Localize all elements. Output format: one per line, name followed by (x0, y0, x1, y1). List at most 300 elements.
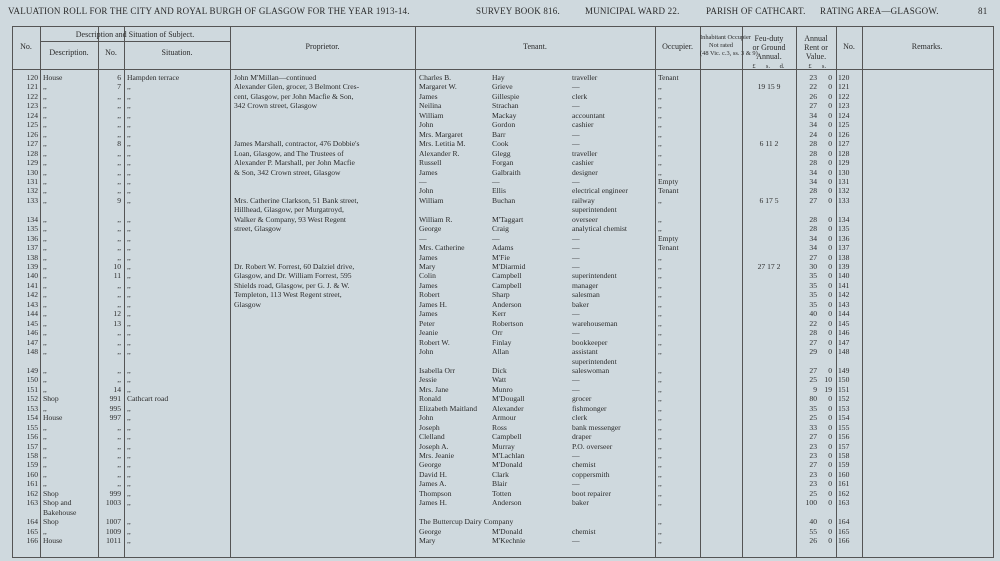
row-tenant-occupation: — (572, 309, 580, 319)
row-tenant-occupation: — (572, 328, 580, 338)
row-tenant-forename: William R. (419, 214, 453, 224)
row-tenant-occupation: boot repairer (572, 488, 612, 498)
row-tenant-forename: James H. (419, 498, 447, 508)
parish: PARISH OF CATHCART. (706, 6, 806, 16)
row-house-number: ,, (117, 479, 121, 489)
row-tenant-occupation: clerk (572, 413, 588, 423)
col-tenant: Tenant. (523, 42, 547, 51)
row-rent-pounds: 28 (809, 186, 817, 196)
row-house-number: 7 (117, 82, 121, 92)
row-rent-shillings: 0 (828, 413, 832, 423)
row-rent-pounds: 27 (809, 460, 817, 470)
row-number: 155 (26, 422, 38, 432)
row-proprietor: Dr. Robert W. Forrest, 60 Dalziel drive, (234, 262, 355, 271)
row-situation: ,, (127, 224, 131, 234)
row-tenant-occupation: salesman (572, 290, 600, 300)
row-tenant-forename: James (419, 309, 438, 319)
row-rent-shillings: 0 (828, 526, 832, 536)
row-tenant-forename: George (419, 460, 442, 470)
feu-shillings-label: s. (765, 63, 771, 70)
row-number-right: 154 (838, 413, 850, 423)
row-number-right: 153 (838, 403, 850, 413)
row-tenant-forename: James (419, 252, 438, 262)
row-tenant-forename: George (419, 526, 442, 536)
row-tenant-forename: James A. (419, 479, 447, 489)
row-description: ,, (43, 176, 47, 186)
row-tenant-occupation: — (572, 479, 580, 489)
row-tenant-forename: George (419, 224, 442, 234)
row-house-number: ,, (117, 148, 121, 158)
row-occupier: ,, (658, 488, 662, 498)
row-occupier: ,, (658, 271, 662, 281)
row-tenant-occupation: — (572, 139, 580, 149)
row-occupier: Tenant (658, 186, 679, 196)
row-rent-shillings: 0 (828, 73, 832, 82)
row-tenant-occupation: draper (572, 432, 592, 442)
row-proprietor: & Son, 342 Crown street, Glasgow (234, 167, 341, 177)
row-tenant-forename: Robert (419, 290, 440, 300)
row-number-right: 163 (838, 498, 850, 508)
row-situation: ,, (127, 271, 131, 281)
row-tenant-occupation: designer (572, 167, 598, 177)
row-rent-shillings: 0 (828, 252, 832, 262)
column-rule (700, 26, 701, 558)
row-situation: Cathcart road (127, 394, 169, 404)
row-tenant-surname: M'Fie (492, 252, 510, 262)
row-tenant-occupation: — (572, 176, 580, 186)
row-tenant-surname: Totten (492, 488, 512, 498)
row-description: ,, (43, 299, 47, 309)
row-situation: ,, (127, 498, 131, 508)
row-tenant-occupation: — (572, 451, 580, 460)
col-annual-rent: Annual Rent or Value. (804, 34, 828, 61)
row-occupier: ,, (658, 309, 662, 319)
row-description: House (43, 73, 63, 82)
column-rule (836, 26, 837, 558)
row-rent-shillings: 0 (828, 91, 832, 101)
row-description: ,, (43, 243, 47, 253)
row-rent-pounds: 27 (809, 101, 817, 111)
row-tenant-surname: Watt (492, 375, 507, 385)
row-number: 142 (26, 290, 38, 300)
row-rent-shillings: 0 (828, 403, 832, 413)
row-rent-shillings: 0 (828, 347, 832, 357)
row-rent-pounds: 40 (809, 517, 817, 527)
row-rent-shillings: 0 (828, 536, 832, 546)
row-occupier: ,, (658, 224, 662, 234)
row-situation: ,, (127, 309, 131, 319)
row-tenant-occupation: traveller (572, 148, 598, 158)
row-description: ,, (43, 158, 47, 168)
row-situation: ,, (127, 328, 131, 338)
col-situation: Situation. (161, 48, 193, 57)
row-rent-shillings: 0 (828, 337, 832, 347)
row-tenant-occupation: fishmonger (572, 403, 607, 413)
row-house-number: ,, (117, 243, 121, 253)
row-rent-shillings: 0 (828, 101, 832, 111)
row-occupier: ,, (658, 337, 662, 347)
municipal-ward: MUNICIPAL WARD 22. (585, 6, 680, 16)
row-rent-pounds: 28 (809, 158, 817, 168)
row-rent-pounds: 35 (809, 280, 817, 290)
row-situation: ,, (127, 299, 131, 309)
row-description: ,, (43, 262, 47, 271)
row-tenant-surname: Adams (492, 243, 514, 253)
row-rent-pounds: 34 (809, 120, 817, 130)
row-rent-shillings: 0 (828, 309, 832, 319)
row-tenant-occupation: P.O. overseer (572, 441, 613, 451)
row-number: 141 (26, 280, 38, 290)
row-number-right: 127 (838, 139, 850, 149)
row-rent-pounds: 80 (809, 394, 817, 404)
row-tenant-surname: Galbraith (492, 167, 521, 177)
row-rent-shillings: 0 (828, 148, 832, 158)
row-rent-shillings: 0 (828, 290, 832, 300)
row-situation: ,, (127, 129, 131, 139)
row-tenant-occupation: grocer (572, 394, 592, 404)
row-situation: ,, (127, 517, 131, 527)
row-rent-pounds: 25 (809, 413, 817, 423)
row-rent-shillings: 0 (828, 243, 832, 253)
row-situation: ,, (127, 451, 131, 460)
row-rent-pounds: 9 (813, 384, 817, 394)
row-number-right: 151 (838, 384, 850, 394)
row-house-number: ,, (117, 328, 121, 338)
row-rent-pounds: 40 (809, 309, 817, 319)
row-tenant-surname: Munro (492, 384, 513, 394)
row-tenant-forename: John (419, 120, 434, 130)
row-occupier: ,, (658, 167, 662, 177)
row-occupier: ,, (658, 347, 662, 357)
col-remarks: Remarks. (911, 42, 943, 51)
row-description: ,, (43, 233, 47, 243)
row-house-number: ,, (117, 158, 121, 168)
row-rent-shillings: 0 (828, 176, 832, 186)
row-number: 134 (26, 214, 38, 224)
row-situation: ,, (127, 536, 131, 546)
row-house-number: ,, (117, 129, 121, 139)
row-rent-shillings: 0 (828, 460, 832, 470)
row-occupier: ,, (658, 214, 662, 224)
row-description: Shop (43, 394, 59, 404)
row-rent-pounds: 25 (809, 375, 817, 385)
row-tenant-surname: Orr (492, 328, 503, 338)
row-occupier: ,, (658, 148, 662, 158)
row-occupier: ,, (658, 413, 662, 423)
row-tenant-surname: Gordon (492, 120, 516, 130)
row-description: ,, (43, 280, 47, 290)
row-tenant-occupation: — (572, 262, 580, 271)
row-situation: ,, (127, 403, 131, 413)
row-situation: ,, (127, 469, 131, 479)
row-situation: ,, (127, 262, 131, 271)
row-proprietor: cent, Glasgow, per John Macfie & Son, (234, 91, 354, 101)
row-tenant-surname: M'Donald (492, 526, 523, 536)
page-header (0, 6, 1000, 18)
row-rent-pounds: 30 (809, 262, 817, 271)
row-rent-pounds: 26 (809, 91, 817, 101)
row-tenant-occupation: bank messenger (572, 422, 621, 432)
row-occupier: ,, (658, 384, 662, 394)
row-occupier: ,, (658, 498, 662, 508)
row-situation: ,, (127, 186, 131, 196)
row-tenant-surname: Strachan (492, 101, 519, 111)
row-tenant-forename: Alexander R. (419, 148, 460, 158)
row-description: ,, (43, 271, 47, 281)
row-proprietor: Glasgow (234, 299, 261, 309)
row-tenant-surname: Forgan (492, 158, 514, 168)
row-number: 157 (26, 441, 38, 451)
row-number-right: 156 (838, 432, 850, 442)
row-number-right: 134 (838, 214, 850, 224)
row-rent-pounds: 23 (809, 73, 817, 82)
col-no-right: No. (843, 42, 855, 51)
row-occupier: Tenant (658, 73, 679, 82)
row-proprietor: Templeton, 113 West Regent street, (234, 290, 342, 300)
rating-area: RATING AREA—GLASGOW. (820, 6, 939, 16)
row-rent-pounds: 24 (809, 129, 817, 139)
row-tenant-surname: Anderson (492, 498, 522, 508)
row-tenant-forename: Clelland (419, 432, 445, 442)
row-tenant-surname: M'Dougall (492, 394, 525, 404)
row-situation: ,, (127, 148, 131, 158)
row-rent-shillings: 0 (828, 422, 832, 432)
row-house-number: ,, (117, 120, 121, 130)
row-description: ,, (43, 82, 47, 92)
row-tenant-occupation: — (572, 101, 580, 111)
row-occupier: ,, (658, 422, 662, 432)
row-number-right: 161 (838, 479, 850, 489)
row-number-right: 137 (838, 243, 850, 253)
row-tenant-forename: Margaret W. (419, 82, 457, 92)
row-tenant-surname: Cook (492, 139, 509, 149)
row-description: ,, (43, 129, 47, 139)
row-proprietor: Hillhead, Glasgow, per Murgatroyd, (234, 205, 344, 215)
row-proprietor: Mrs. Catherine Clarkson, 51 Bank street, (234, 195, 359, 205)
row-description: ,, (43, 110, 47, 120)
row-occupier: ,, (658, 158, 662, 168)
row-proprietor: Alexander P. Marshall, per John Macfie (234, 158, 355, 168)
row-number: 132 (26, 186, 38, 196)
row-tenant-forename: Peter (419, 318, 435, 328)
row-number: 151 (26, 384, 38, 394)
row-situation: ,, (127, 214, 131, 224)
row-occupier: ,, (658, 82, 662, 92)
row-rent-pounds: 35 (809, 290, 817, 300)
row-tenant-surname: Murray (492, 441, 515, 451)
row-tenant-occupation: superintendent (572, 205, 617, 215)
row-rent-pounds: 34 (809, 176, 817, 186)
row-situation: ,, (127, 110, 131, 120)
row-rent-shillings: 0 (828, 479, 832, 489)
row-number-right: 130 (838, 167, 850, 177)
row-tenant-occupation: analytical chemist (572, 224, 628, 234)
row-tenant-forename: Jeanie (419, 328, 438, 338)
row-tenant-forename: — (419, 176, 427, 186)
column-rule (40, 26, 41, 558)
row-description: ,, (43, 375, 47, 385)
row-tenant-forename: Elizabeth Maitland (419, 403, 477, 413)
row-tenant-forename: — (419, 233, 427, 243)
row-tenant-surname: — (492, 176, 500, 186)
row-number-right: 124 (838, 110, 850, 120)
row-description: ,, (43, 309, 47, 319)
row-tenant-forename: David H. (419, 469, 447, 479)
row-house-number: ,, (117, 252, 121, 262)
row-tenant-surname: M'Diarmid (492, 262, 526, 271)
row-situation: ,, (127, 526, 131, 536)
row-tenant-surname: Ellis (492, 186, 506, 196)
row-house-number: ,, (117, 186, 121, 196)
row-tenant-surname: Gillespie (492, 91, 520, 101)
row-house-number: ,, (117, 432, 121, 442)
row-occupier: ,, (658, 517, 662, 527)
row-occupier: ,, (658, 299, 662, 309)
row-occupier: ,, (658, 469, 662, 479)
row-number-right: 155 (838, 422, 850, 432)
row-situation: ,, (127, 347, 131, 357)
row-description: ,, (43, 224, 47, 234)
row-tenant-occupation: warehouseman (572, 318, 618, 328)
row-tenant-forename: Mary (419, 536, 436, 546)
row-rent-shillings: 0 (828, 488, 832, 498)
row-description: ,, (43, 526, 47, 536)
row-description: ,, (43, 91, 47, 101)
row-rent-shillings: 0 (828, 299, 832, 309)
row-description: ,, (43, 318, 47, 328)
row-tenant-surname: Armour (492, 413, 517, 423)
row-proprietor: James Marshall, contractor, 476 Dobbie's (234, 139, 360, 149)
row-rent-shillings: 0 (828, 110, 832, 120)
row-number: 152 (26, 394, 38, 404)
row-house-number: ,, (117, 375, 121, 385)
row-rent-shillings: 0 (828, 186, 832, 196)
row-situation: ,, (127, 384, 131, 394)
row-rent-shillings: 0 (828, 517, 832, 527)
row-tenant-occupation: baker (572, 299, 589, 309)
row-house-number: 6 (117, 73, 121, 82)
row-number: 153 (26, 403, 38, 413)
row-number-right: 157 (838, 441, 850, 451)
row-house-number: ,, (117, 214, 121, 224)
row-rent-pounds: 22 (809, 82, 817, 92)
row-number: 161 (26, 479, 38, 489)
row-number-right: 140 (838, 271, 850, 281)
row-proprietor: Alexander Glen, grocer, 3 Belmont Cres- (234, 82, 360, 92)
row-situation: ,, (127, 413, 131, 423)
row-house-number: 10 (113, 262, 121, 271)
row-occupier: Tenant (658, 243, 679, 253)
row-description: ,, (43, 451, 47, 460)
row-occupier: ,, (658, 432, 662, 442)
row-rent-pounds: 100 (805, 498, 817, 508)
row-house-number: 8 (117, 139, 121, 149)
row-tenant-occupation: superintendent (572, 356, 617, 366)
row-rent-shillings: 0 (828, 158, 832, 168)
row-rent-pounds: 27 (809, 365, 817, 375)
row-tenant-occupation: superintendent (572, 271, 617, 281)
row-occupier: ,, (658, 460, 662, 470)
row-number: 127 (26, 139, 38, 149)
row-house-number: ,, (117, 167, 121, 177)
row-tenant-occupation: baker (572, 498, 589, 508)
row-tenant-occupation: — (572, 384, 580, 394)
row-rent-pounds: 28 (809, 224, 817, 234)
row-number-right: 147 (838, 337, 850, 347)
row-tenant-forename: John (419, 347, 434, 357)
row-tenant-forename: James (419, 280, 438, 290)
row-house-number: ,, (117, 101, 121, 111)
row-number: 165 (26, 526, 38, 536)
row-number: 136 (26, 233, 38, 243)
row-house-number: ,, (117, 422, 121, 432)
row-tenant-occupation: — (572, 252, 580, 262)
row-description: House (43, 413, 63, 423)
row-tenant-surname: Allan (492, 347, 509, 357)
row-house-number: ,, (117, 441, 121, 451)
row-number: 128 (26, 148, 38, 158)
row-occupier: ,, (658, 479, 662, 489)
row-description: ,, (43, 347, 47, 357)
row-number-right: 132 (838, 186, 850, 196)
row-tenant-surname: M'Taggart (492, 214, 524, 224)
row-occupier: ,, (658, 139, 662, 149)
row-number: 150 (26, 375, 38, 385)
row-description: House (43, 536, 63, 546)
row-tenant-occupation: manager (572, 280, 599, 290)
row-number: 166 (26, 536, 38, 546)
row-rent-shillings: 0 (828, 394, 832, 404)
col-description: Description. (49, 48, 89, 57)
row-tenant-surname: Glegg (492, 148, 511, 158)
row-rent-shillings: 0 (828, 365, 832, 375)
row-rent-pounds: 23 (809, 441, 817, 451)
row-number-right: 159 (838, 460, 850, 470)
row-situation: ,, (127, 479, 131, 489)
row-tenant-forename: James H. (419, 299, 447, 309)
row-rent-pounds: 27 (809, 337, 817, 347)
row-number: 123 (26, 101, 38, 111)
row-number: 156 (26, 432, 38, 442)
row-house-number: 1009 (105, 526, 121, 536)
row-rent-shillings: 0 (828, 498, 832, 508)
row-number: 148 (26, 347, 38, 357)
row-description: ,, (43, 422, 47, 432)
row-description: ,, (43, 365, 47, 375)
row-number: 146 (26, 328, 38, 338)
row-tenant-occupation: — (572, 375, 580, 385)
row-house-number: ,, (117, 451, 121, 460)
row-rent-pounds: 34 (809, 243, 817, 253)
row-tenant-occupation: chemist (572, 460, 596, 470)
row-tenant-forename: Thompson (419, 488, 452, 498)
row-rent-shillings: 0 (828, 129, 832, 139)
row-number: 129 (26, 158, 38, 168)
row-occupier: ,, (658, 110, 662, 120)
row-rent-pounds: 22 (809, 318, 817, 328)
col-desc-group: Description and Situation of Subject. (75, 30, 195, 39)
row-number-right: 123 (838, 101, 850, 111)
row-description: ,, (43, 460, 47, 470)
row-rent-shillings: 19 (824, 384, 832, 394)
row-number-right: 135 (838, 224, 850, 234)
row-house-number: 991 (109, 394, 121, 404)
col-feu-duty: Feu-duty or Ground Annual. (752, 34, 786, 61)
row-rent-shillings: 0 (828, 139, 832, 149)
row-description: ,, (43, 195, 47, 205)
row-occupier: ,, (658, 536, 662, 546)
row-rent-pounds: 27 (809, 252, 817, 262)
